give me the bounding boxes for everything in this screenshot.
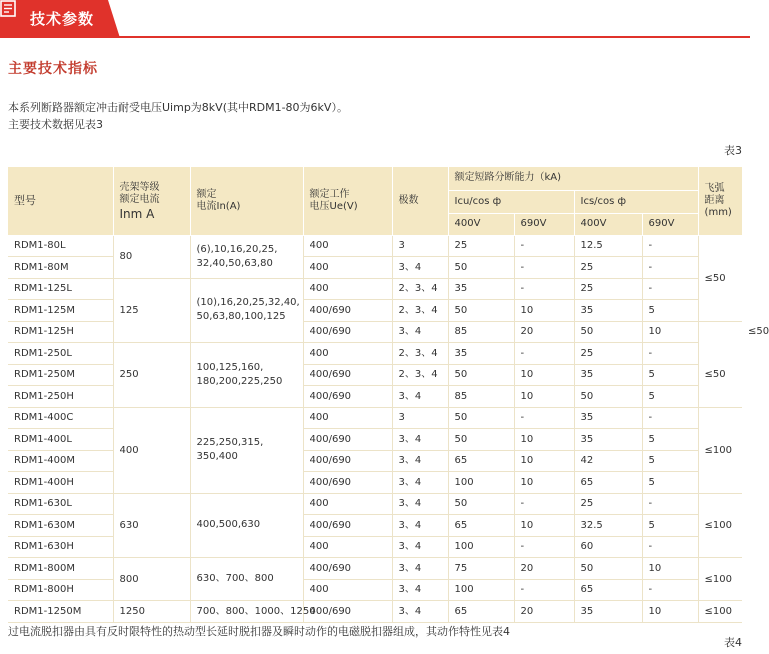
header-ics: Ics/cos ф: [574, 190, 698, 213]
header-frame-line2: 额定电流: [119, 193, 160, 205]
cell-model: RDM1-800H: [8, 579, 113, 601]
cell-icu400: 65: [448, 515, 514, 537]
cell-ue: 400/690: [303, 321, 392, 343]
header-arc-distance: [698, 167, 742, 235]
cell-ics400: 32.5: [574, 515, 642, 537]
cell-poles: 3、4: [392, 579, 448, 601]
cell-icu690: 20: [514, 558, 574, 580]
cell-ue: 400/690: [303, 364, 392, 386]
cell-frame: 80: [113, 235, 190, 278]
header-title: 技术参数: [30, 10, 95, 28]
cell-ics400: 25: [574, 343, 642, 365]
cell-arc: ≤50: [698, 235, 742, 321]
cell-icu690: -: [514, 407, 574, 429]
header-background: [0, 0, 750, 38]
cell-model: RDM1-250H: [8, 386, 113, 408]
cell-icu400: 50: [448, 257, 514, 279]
cell-poles: 2、3、4: [392, 364, 448, 386]
cell-ics400: 25: [574, 493, 642, 515]
cell-ue: 400/690: [303, 300, 392, 322]
cell-ue: 400/690: [303, 386, 392, 408]
cell-icu400: 50: [448, 364, 514, 386]
cell-icu690: 10: [514, 429, 574, 451]
cell-ics400: 50: [574, 321, 642, 343]
document-icon: [0, 0, 16, 17]
cell-ics690: 10: [642, 321, 698, 343]
header-ics-690v: 690V: [642, 213, 698, 235]
cell-ics690: -: [642, 579, 698, 601]
cell-model: RDM1-1250M: [8, 601, 113, 623]
cell-arc: ≤100: [698, 601, 742, 623]
cell-rated: 400,500,630: [190, 493, 303, 558]
cell-ue: 400: [303, 343, 392, 365]
header-rated-line1: 额定: [196, 188, 217, 200]
cell-icu400: 50: [448, 407, 514, 429]
spec-table: [8, 167, 769, 623]
cell-arc: ≤50: [698, 343, 742, 408]
cell-ics400: 50: [574, 558, 642, 580]
table-row: [8, 601, 742, 623]
cell-icu690: -: [514, 278, 574, 300]
cell-model: RDM1-400M: [8, 450, 113, 472]
cell-ue: 400: [303, 493, 392, 515]
cell-frame: 400: [113, 407, 190, 493]
cell-ue: 400/690: [303, 558, 392, 580]
cell-frame: 630: [113, 493, 190, 558]
table-row: [8, 343, 742, 365]
cell-ics400: 12.5: [574, 235, 642, 257]
table-row: [8, 235, 742, 257]
cell-frame: 800: [113, 558, 190, 601]
header-arc-line3: (mm): [704, 206, 732, 218]
cell-model: RDM1-400L: [8, 429, 113, 451]
cell-icu400: 65: [448, 601, 514, 623]
cell-rated: 630、700、800: [190, 558, 303, 601]
cell-ue: 400/690: [303, 450, 392, 472]
intro-text: [8, 99, 348, 133]
intro-line-2: 主要技术数据见表3: [8, 118, 103, 131]
cell-ics400: 25: [574, 278, 642, 300]
table4-label: 表4: [724, 636, 742, 649]
cell-arc: ≤100: [698, 558, 742, 601]
cell-icu400: 100: [448, 579, 514, 601]
cell-icu690: 20: [514, 601, 574, 623]
cell-ue: 400/690: [303, 472, 392, 494]
cell-ics690: 5: [642, 364, 698, 386]
cell-icu400: 35: [448, 343, 514, 365]
header-frame-line3: Inm A: [119, 206, 155, 221]
cell-poles: 3、4: [392, 450, 448, 472]
cell-frame: 125: [113, 278, 190, 343]
header-frame-current: [113, 167, 190, 235]
cell-rated: 225,250,315, 350,400: [190, 407, 303, 493]
cell-model: RDM1-250M: [8, 364, 113, 386]
cell-poles: 3、4: [392, 429, 448, 451]
cell-icu400: 50: [448, 493, 514, 515]
cell-ics400: 35: [574, 364, 642, 386]
cell-icu690: 10: [514, 300, 574, 322]
cell-ics690: -: [642, 235, 698, 257]
cell-model: RDM1-125M: [8, 300, 113, 322]
header-frame-line1: 壳架等级: [119, 181, 160, 193]
cell-arc: ≤100: [698, 493, 742, 558]
cell-icu690: -: [514, 536, 574, 558]
cell-ue: 400: [303, 536, 392, 558]
cell-icu690: 10: [514, 450, 574, 472]
cell-poles: 3: [392, 235, 448, 257]
header-icu: Icu/cos ф: [448, 190, 574, 213]
cell-rated: 700、800、1000、1250: [190, 601, 303, 623]
cell-icu690: 10: [514, 364, 574, 386]
cell-poles: 3、4: [392, 257, 448, 279]
cell-ics690: 5: [642, 429, 698, 451]
cell-model: RDM1-400C: [8, 407, 113, 429]
cell-frame: 250: [113, 343, 190, 408]
cell-ue: 400/690: [303, 429, 392, 451]
cell-icu400: 75: [448, 558, 514, 580]
cell-ics690: -: [642, 257, 698, 279]
cell-icu690: -: [514, 235, 574, 257]
cell-ics400: 35: [574, 300, 642, 322]
table-row: [8, 558, 742, 580]
cell-ue: 400/690: [303, 601, 392, 623]
header-ue-line2: 电压Ue(V): [309, 200, 358, 212]
cell-poles: 2、3、4: [392, 343, 448, 365]
cell-ics400: 60: [574, 536, 642, 558]
cell-ue: 400: [303, 407, 392, 429]
cell-poles: 2、3、4: [392, 300, 448, 322]
cell-icu400: 65: [448, 450, 514, 472]
cell-ics690: 5: [642, 472, 698, 494]
header-icu-400v: 400V: [448, 213, 514, 235]
cell-model: RDM1-250L: [8, 343, 113, 365]
cell-model: RDM1-400H: [8, 472, 113, 494]
table-row: [8, 493, 742, 515]
section-title: 主要技术指标: [8, 61, 98, 77]
cell-rated: 100,125,160, 180,200,225,250: [190, 343, 303, 408]
cell-ics400: 25: [574, 257, 642, 279]
header-breaking-capacity: 额定短路分断能力（kA): [448, 167, 698, 190]
cell-icu690: 10: [514, 386, 574, 408]
cell-ics690: 5: [642, 515, 698, 537]
header-ics-400v: 400V: [574, 213, 642, 235]
spec-table-body: [8, 235, 769, 622]
cell-poles: 3、4: [392, 515, 448, 537]
cell-ics400: 65: [574, 579, 642, 601]
cell-ics400: 50: [574, 386, 642, 408]
cell-poles: 3、4: [392, 472, 448, 494]
cell-icu400: 100: [448, 472, 514, 494]
cell-poles: 3、4: [392, 386, 448, 408]
cell-ics690: -: [642, 493, 698, 515]
cell-icu690: -: [514, 343, 574, 365]
cell-ics690: 5: [642, 386, 698, 408]
cell-ics690: 5: [642, 450, 698, 472]
cell-ics400: 42: [574, 450, 642, 472]
header-rated-line2: 电流In(A): [196, 200, 241, 212]
cell-rated: (6),10,16,20,25, 32,40,50,63,80: [190, 235, 303, 278]
cell-icu400: 85: [448, 321, 514, 343]
cell-ue: 400: [303, 257, 392, 279]
header-ue-line1: 额定工作: [309, 188, 350, 200]
cell-icu400: 50: [448, 429, 514, 451]
cell-ics690: -: [642, 407, 698, 429]
cell-ue: 400: [303, 579, 392, 601]
cell-model: RDM1-80L: [8, 235, 113, 257]
intro-line-1: 本系列断路器额定冲击耐受电压Uimp为8kV(其中RDM1-80为6kV）。: [8, 101, 348, 114]
cell-icu400: 35: [448, 278, 514, 300]
header-arc-line2: 距离: [704, 194, 725, 206]
cell-model: RDM1-125L: [8, 278, 113, 300]
cell-poles: 3: [392, 407, 448, 429]
table-label: 表3: [724, 144, 742, 157]
cell-ics690: -: [642, 343, 698, 365]
table-row: [8, 407, 742, 429]
cell-ics690: 5: [642, 300, 698, 322]
cell-icu690: 20: [514, 321, 574, 343]
cell-icu400: 50: [448, 300, 514, 322]
header-model: 型号: [8, 167, 113, 235]
cell-model: RDM1-800M: [8, 558, 113, 580]
cell-icu400: 85: [448, 386, 514, 408]
cell-model: RDM1-630H: [8, 536, 113, 558]
cell-model: RDM1-630L: [8, 493, 113, 515]
header-ue: [303, 167, 392, 235]
cell-ics690: 10: [642, 601, 698, 623]
cell-ics400: 35: [574, 407, 642, 429]
cell-rated: (10),16,20,25,32,40, 50,63,80,100,125: [190, 278, 303, 343]
cell-ics400: 35: [574, 429, 642, 451]
cell-icu400: 100: [448, 536, 514, 558]
cell-poles: 3、4: [392, 321, 448, 343]
cell-ue: 400/690: [303, 515, 392, 537]
cell-icu690: -: [514, 257, 574, 279]
cell-ue: 400: [303, 278, 392, 300]
header-arc-line1: 飞弧: [704, 182, 725, 194]
cell-ics690: -: [642, 536, 698, 558]
cell-ics400: 65: [574, 472, 642, 494]
cell-icu400: 25: [448, 235, 514, 257]
cell-icu690: -: [514, 579, 574, 601]
cell-model: RDM1-80M: [8, 257, 113, 279]
cell-poles: 3、4: [392, 536, 448, 558]
header-icu-690v: 690V: [514, 213, 574, 235]
header-poles: 极数: [392, 167, 448, 235]
cell-ics690: -: [642, 278, 698, 300]
cell-model: RDM1-630M: [8, 515, 113, 537]
cell-model: RDM1-125H: [8, 321, 113, 343]
cell-poles: 3、4: [392, 493, 448, 515]
section-header-bar: [0, 0, 750, 38]
cell-arc: ≤100: [698, 407, 742, 493]
cell-icu690: 10: [514, 515, 574, 537]
table-row: [8, 278, 742, 300]
footnote: 过电流脱扣器由具有反时限特性的热动型长延时脱扣器及瞬时动作的电磁脱扣器组成，其动作特性见表4: [8, 625, 510, 638]
cell-icu690: -: [514, 493, 574, 515]
cell-icu690: 10: [514, 472, 574, 494]
table-row: RDM1-125M 400/690 2、3、4 50 10 35 5 ≤50: [8, 300, 742, 322]
cell-frame: 1250: [113, 601, 190, 623]
header-rated-current: [190, 167, 303, 235]
cell-ics690: 10: [642, 558, 698, 580]
cell-ue: 400: [303, 235, 392, 257]
cell-poles: 3、4: [392, 601, 448, 623]
cell-poles: 3、4: [392, 558, 448, 580]
cell-poles: 2、3、4: [392, 278, 448, 300]
cell-ics400: 35: [574, 601, 642, 623]
